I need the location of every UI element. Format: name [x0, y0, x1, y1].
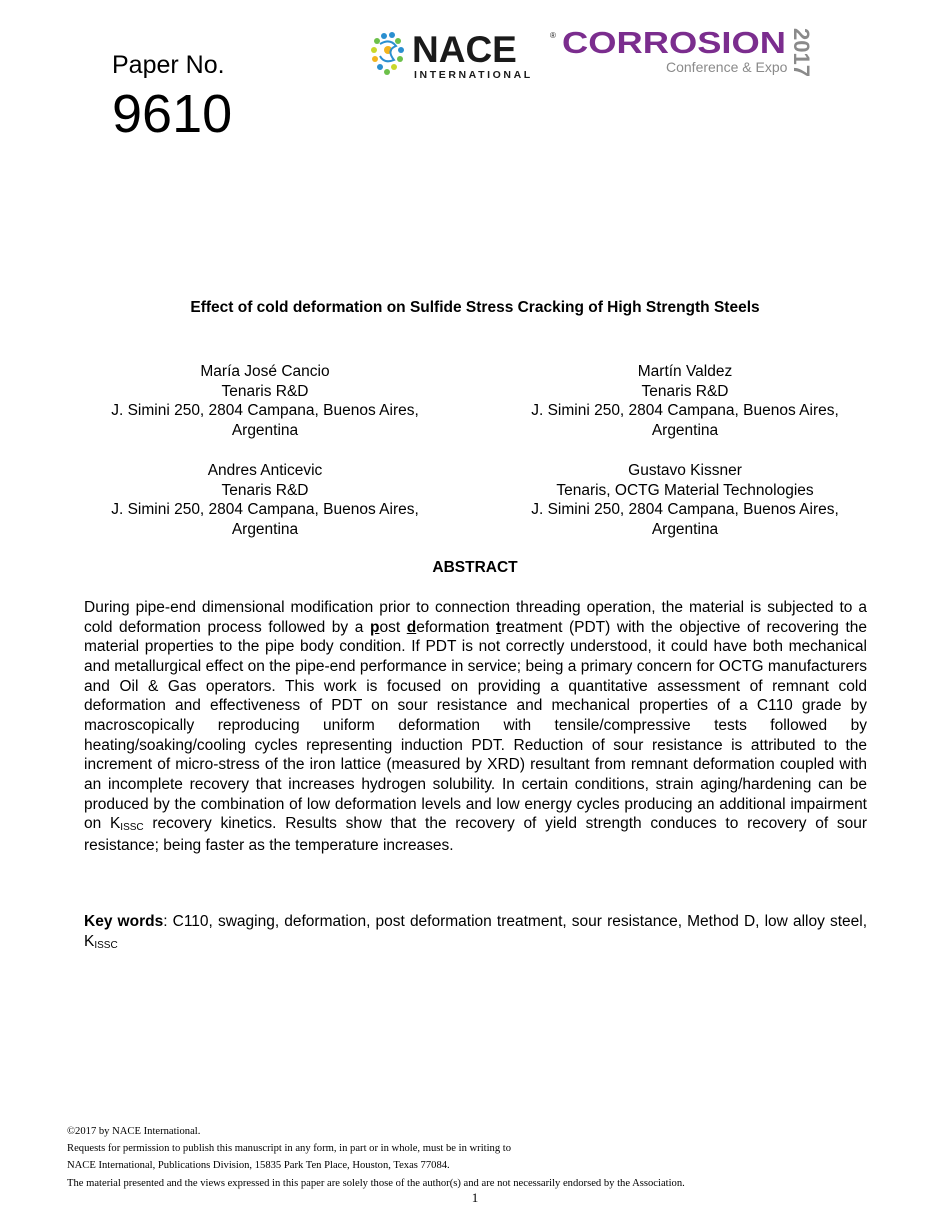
subscript: ISSC	[120, 822, 144, 834]
author-name: Martín Valdez	[637, 363, 733, 380]
abstract-text: recovery kinetics. Results show that the recovery of yield strength conduces to recovery of sour resistance; being faster as the temperature increases.	[84, 815, 868, 854]
abstract-text: During pipe-end dimensional modification prior to connection threading operation, the material is subjected to a cold deformation process followed by a	[84, 599, 867, 636]
abstract-underlined-letter: p	[370, 618, 380, 636]
author-affiliation: Tenaris, OCTG Material Technologies	[556, 481, 814, 499]
keywords-text: : C110, swaging, deformation, post deformation treatment, sour resistance, Method D, low alloy steel, K	[84, 913, 867, 950]
abstract-underlined-letter: t	[496, 618, 502, 636]
footer-line: Requests for permission to publish this manuscript in any form, in part or in whole, must be in writing to	[67, 1143, 512, 1155]
author-address: J. Simini 250, 2804 Campana, Buenos Aires,	[111, 402, 419, 420]
corrosion-logo	[562, 26, 824, 80]
nace-subtitle: INTERNATIONAL	[414, 69, 533, 81]
footer-line: The material presented and the views expressed in this paper are solely those of the author(s) and are not necessarily endorsed by the Association.	[67, 1177, 685, 1189]
paper-label: Paper No.	[112, 51, 225, 79]
author-name: María José Cancio	[200, 363, 330, 380]
author-affiliation: Tenaris R&D	[641, 382, 729, 400]
author-block	[65, 362, 465, 440]
author-address: J. Simini 250, 2804 Campana, Buenos Aires,	[531, 501, 839, 519]
keywords	[84, 912, 867, 953]
author-country: Argentina	[651, 520, 719, 538]
corrosion-year: 2017	[789, 28, 814, 77]
nace-logo	[368, 28, 558, 84]
keywords-label: Key words	[84, 913, 164, 930]
author-block	[485, 362, 885, 440]
footer-line: NACE International, Publications Division, 15835 Park Ten Place, Houston, Texas 77084.	[67, 1160, 450, 1172]
author-block	[65, 461, 465, 539]
abstract-text: ost	[379, 618, 407, 636]
registered-mark: ®	[550, 31, 556, 40]
author-name: Andres Anticevic	[207, 462, 323, 479]
author-affiliation: Tenaris R&D	[221, 481, 309, 499]
author-affiliation: Tenaris R&D	[221, 382, 309, 400]
paper-title: Effect of cold deformation on Sulfide Stress Cracking of High Strength Steels	[190, 299, 760, 316]
abstract-underlined-letter: d	[406, 618, 417, 636]
abstract-body	[84, 598, 867, 856]
author-address: J. Simini 250, 2804 Campana, Buenos Aires,	[111, 501, 419, 519]
author-country: Argentina	[231, 421, 299, 439]
footer-line: ©2017 by NACE International.	[67, 1126, 201, 1137]
abstract-heading: ABSTRACT	[432, 559, 518, 576]
copyright-footer	[67, 1123, 685, 1192]
subscript: ISSC	[94, 939, 118, 951]
abstract-text: reatment (PDT) with the objective of recovering the material properties to the pipe body condition. If PDT is not correctly understood, it could have both mechanical and metallurgical effect on the pipe-end performance in service; being a primary concern for OCTG manufacturers and Oil & Gas operators. This work is focused on providing a quantitative assessment of remnant cold deformation and effectiveness of PDT on sour resistance and mechanical properties of a C110 grade by macroscopically reproducing uniform deformation with tensile/compressive tests followed by heating/soaking/cooling cycles representing induction PDT. Reduction of sour resistance is attributed to the increment of micro-stress of the iron lattice (measured by XRD) resultant from remnant deformation coupled with an incomplete recovery that increases hydrogen solubility. In certain conditions, strain aging/hardening can be produced by the combination of low deformation levels and low energy cycles producing an additional impairment on K	[84, 618, 868, 833]
author-country: Argentina	[231, 520, 299, 538]
author-address: J. Simini 250, 2804 Campana, Buenos Aires,	[531, 402, 839, 420]
paper-number: 9610	[112, 84, 233, 144]
author-country: Argentina	[651, 421, 719, 439]
nace-wordmark: NACE	[412, 29, 517, 70]
corrosion-wordmark: CORROSION	[562, 26, 786, 60]
page-number: 1	[471, 1190, 479, 1205]
author-block	[485, 461, 885, 539]
abstract-text: eformation	[416, 618, 497, 636]
corrosion-subtitle: Conference & Expo	[666, 59, 788, 75]
author-name: Gustavo Kissner	[628, 462, 742, 479]
nace-globe-icon	[371, 32, 404, 75]
